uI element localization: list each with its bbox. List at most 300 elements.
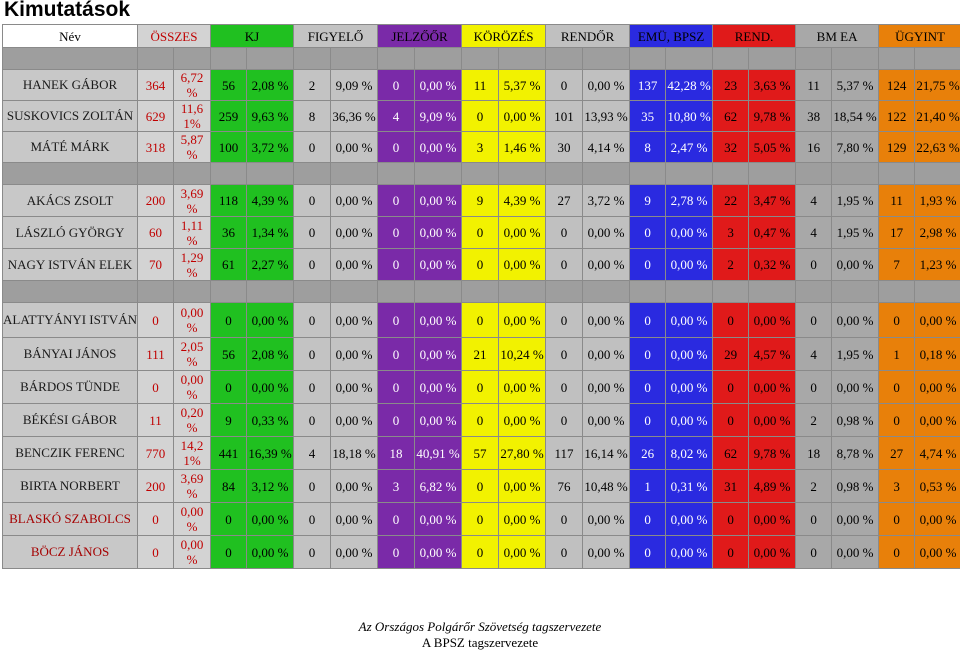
percent-korozes: 0,00 % (499, 536, 546, 569)
percent-bm-ea: 0,00 % (832, 371, 879, 404)
percent-emu-bpsz: 0,00 % (666, 371, 713, 404)
percent-kj: 0,00 % (247, 303, 294, 338)
percent-osszes: 5,87 % (174, 132, 211, 163)
header-korozes: KÖRÖZÉS (462, 25, 546, 48)
count-figyelo: 2 (294, 70, 331, 101)
percent-rendor: 0,00 % (583, 303, 630, 338)
header-bm-ea: BM EA (796, 25, 879, 48)
row-name: AKÁCS ZSOLT (3, 185, 138, 217)
count-kj: 0 (211, 503, 247, 536)
percent-bm-ea: 18,54 % (832, 101, 879, 132)
percent-ugyint: 2,98 % (915, 217, 960, 249)
count-ugyint: 0 (879, 371, 915, 404)
row-name: SUSKOVICS ZOLTÁN (3, 101, 138, 132)
separator-cell (583, 281, 630, 303)
count-bm-ea: 4 (796, 338, 832, 371)
statistics-table (2, 24, 960, 569)
percent-jelzoor: 0,00 % (415, 132, 462, 163)
count-bm-ea: 0 (796, 503, 832, 536)
separator-cell (138, 281, 174, 303)
table-row (3, 470, 960, 503)
count-jelzoor: 0 (378, 217, 415, 249)
percent-jelzoor: 0,00 % (415, 503, 462, 536)
count-rend: 32 (713, 132, 749, 163)
count-kj: 0 (211, 371, 247, 404)
count-rendor: 0 (546, 70, 583, 101)
percent-figyelo: 0,00 % (331, 185, 378, 217)
separator-cell (462, 163, 499, 185)
count-rend: 0 (713, 536, 749, 569)
percent-ugyint: 0,00 % (915, 303, 960, 338)
percent-emu-bpsz: 0,00 % (666, 249, 713, 281)
count-rendor: 0 (546, 536, 583, 569)
separator-cell (211, 163, 247, 185)
separator-cell (294, 163, 331, 185)
count-ugyint: 124 (879, 70, 915, 101)
percent-korozes: 1,46 % (499, 132, 546, 163)
percent-emu-bpsz: 8,02 % (666, 437, 713, 470)
count-emu-bpsz: 35 (630, 101, 666, 132)
separator-cell (331, 163, 378, 185)
row-name: BÁNYAI JÁNOS (3, 338, 138, 371)
count-ugyint: 0 (879, 503, 915, 536)
header-rend: REND. (713, 25, 796, 48)
count-korozes: 0 (462, 404, 499, 437)
count-rendor: 0 (546, 217, 583, 249)
separator-cell (713, 48, 749, 70)
count-bm-ea: 2 (796, 404, 832, 437)
percent-rend: 4,89 % (749, 470, 796, 503)
table-row (3, 536, 960, 569)
table-row (3, 303, 960, 338)
separator-cell (630, 48, 666, 70)
header-ugyint: ÜGYINT (879, 25, 960, 48)
count-rendor: 101 (546, 101, 583, 132)
count-korozes: 0 (462, 470, 499, 503)
separator-cell (796, 281, 832, 303)
percent-osszes: 3,69 % (174, 185, 211, 217)
count-korozes: 0 (462, 217, 499, 249)
row-name: BÉKÉSI GÁBOR (3, 404, 138, 437)
count-korozes: 0 (462, 536, 499, 569)
percent-jelzoor: 0,00 % (415, 185, 462, 217)
percent-korozes: 0,00 % (499, 404, 546, 437)
count-ugyint: 0 (879, 536, 915, 569)
count-osszes: 60 (138, 217, 174, 249)
percent-bm-ea: 0,00 % (832, 303, 879, 338)
percent-kj: 0,33 % (247, 404, 294, 437)
percent-figyelo: 0,00 % (331, 503, 378, 536)
header-row (3, 25, 960, 48)
percent-bm-ea: 0,98 % (832, 404, 879, 437)
percent-jelzoor: 0,00 % (415, 249, 462, 281)
separator-cell (3, 163, 138, 185)
count-emu-bpsz: 26 (630, 437, 666, 470)
row-name: BÖCZ JÁNOS (3, 536, 138, 569)
count-figyelo: 0 (294, 249, 331, 281)
count-korozes: 0 (462, 503, 499, 536)
count-rendor: 0 (546, 303, 583, 338)
percent-rendor: 0,00 % (583, 217, 630, 249)
separator-cell (3, 48, 138, 70)
percent-korozes: 10,24 % (499, 338, 546, 371)
count-ugyint: 7 (879, 249, 915, 281)
count-korozes: 21 (462, 338, 499, 371)
count-jelzoor: 0 (378, 70, 415, 101)
separator-cell (749, 48, 796, 70)
percent-rend: 0,00 % (749, 371, 796, 404)
percent-rend: 0,32 % (749, 249, 796, 281)
percent-kj: 3,12 % (247, 470, 294, 503)
row-name: MÁTÉ MÁRK (3, 132, 138, 163)
percent-osszes: 0,00 % (174, 536, 211, 569)
percent-bm-ea: 5,37 % (832, 70, 879, 101)
separator-cell (211, 48, 247, 70)
percent-rendor: 16,14 % (583, 437, 630, 470)
count-kj: 61 (211, 249, 247, 281)
count-ugyint: 27 (879, 437, 915, 470)
percent-rend: 9,78 % (749, 101, 796, 132)
table-row (3, 132, 960, 163)
percent-emu-bpsz: 2,78 % (666, 185, 713, 217)
percent-emu-bpsz: 0,31 % (666, 470, 713, 503)
count-jelzoor: 0 (378, 303, 415, 338)
percent-jelzoor: 0,00 % (415, 303, 462, 338)
count-rend: 62 (713, 437, 749, 470)
table-row (3, 185, 960, 217)
separator-cell (713, 163, 749, 185)
count-kj: 56 (211, 338, 247, 371)
percent-ugyint: 0,00 % (915, 536, 960, 569)
separator-cell (879, 48, 915, 70)
count-kj: 441 (211, 437, 247, 470)
percent-rend: 9,78 % (749, 437, 796, 470)
count-emu-bpsz: 9 (630, 185, 666, 217)
count-osszes: 200 (138, 470, 174, 503)
percent-bm-ea: 1,95 % (832, 217, 879, 249)
count-figyelo: 0 (294, 217, 331, 249)
count-emu-bpsz: 8 (630, 132, 666, 163)
count-bm-ea: 0 (796, 249, 832, 281)
count-figyelo: 0 (294, 470, 331, 503)
count-figyelo: 0 (294, 404, 331, 437)
separator-cell (378, 163, 415, 185)
percent-rend: 0,00 % (749, 503, 796, 536)
header-figyelo: FIGYELŐ (294, 25, 378, 48)
percent-rendor: 0,00 % (583, 536, 630, 569)
separator-cell (211, 281, 247, 303)
count-jelzoor: 0 (378, 249, 415, 281)
percent-korozes: 4,39 % (499, 185, 546, 217)
count-kj: 259 (211, 101, 247, 132)
percent-osszes: 1,11 % (174, 217, 211, 249)
percent-kj: 2,27 % (247, 249, 294, 281)
count-ugyint: 122 (879, 101, 915, 132)
percent-rend: 0,00 % (749, 404, 796, 437)
percent-rendor: 0,00 % (583, 338, 630, 371)
count-emu-bpsz: 1 (630, 470, 666, 503)
separator-cell (415, 163, 462, 185)
group-separator (3, 48, 960, 70)
count-kj: 100 (211, 132, 247, 163)
percent-rendor: 4,14 % (583, 132, 630, 163)
count-rendor: 27 (546, 185, 583, 217)
count-jelzoor: 0 (378, 338, 415, 371)
separator-cell (832, 281, 879, 303)
separator-cell (915, 48, 960, 70)
percent-ugyint: 0,53 % (915, 470, 960, 503)
count-rend: 2 (713, 249, 749, 281)
separator-cell (331, 281, 378, 303)
count-emu-bpsz: 0 (630, 249, 666, 281)
row-name: BIRTA NORBERT (3, 470, 138, 503)
percent-rendor: 10,48 % (583, 470, 630, 503)
count-korozes: 9 (462, 185, 499, 217)
count-rendor: 0 (546, 249, 583, 281)
count-korozes: 0 (462, 101, 499, 132)
row-name: BÁRDOS TÜNDE (3, 371, 138, 404)
count-emu-bpsz: 0 (630, 404, 666, 437)
table-body (3, 48, 960, 569)
count-kj: 9 (211, 404, 247, 437)
separator-cell (462, 48, 499, 70)
percent-kj: 2,08 % (247, 70, 294, 101)
count-osszes: 0 (138, 371, 174, 404)
footer-line-1: Az Országos Polgárőr Szövetség tagszervezete (358, 619, 602, 634)
percent-korozes: 0,00 % (499, 303, 546, 338)
count-rend: 3 (713, 217, 749, 249)
count-kj: 0 (211, 303, 247, 338)
percent-ugyint: 0,00 % (915, 404, 960, 437)
count-rend: 0 (713, 503, 749, 536)
count-osszes: 364 (138, 70, 174, 101)
percent-emu-bpsz: 42,28 % (666, 70, 713, 101)
percent-osszes: 3,69 % (174, 470, 211, 503)
count-figyelo: 0 (294, 371, 331, 404)
separator-cell (546, 48, 583, 70)
page-title: Kimutatások (4, 0, 131, 21)
separator-cell (546, 163, 583, 185)
count-korozes: 0 (462, 249, 499, 281)
separator-cell (583, 163, 630, 185)
percent-rendor: 0,00 % (583, 404, 630, 437)
count-jelzoor: 0 (378, 404, 415, 437)
row-name: LÁSZLÓ GYÖRGY (3, 217, 138, 249)
percent-kj: 1,34 % (247, 217, 294, 249)
table-row (3, 503, 960, 536)
separator-cell (796, 163, 832, 185)
percent-jelzoor: 0,00 % (415, 536, 462, 569)
count-rend: 0 (713, 303, 749, 338)
count-bm-ea: 0 (796, 371, 832, 404)
count-osszes: 629 (138, 101, 174, 132)
separator-cell (415, 281, 462, 303)
separator-cell (247, 48, 294, 70)
percent-bm-ea: 1,95 % (832, 185, 879, 217)
count-rend: 23 (713, 70, 749, 101)
percent-bm-ea: 1,95 % (832, 338, 879, 371)
count-osszes: 318 (138, 132, 174, 163)
percent-jelzoor: 0,00 % (415, 70, 462, 101)
percent-emu-bpsz: 0,00 % (666, 503, 713, 536)
separator-cell (666, 281, 713, 303)
percent-jelzoor: 0,00 % (415, 217, 462, 249)
table-row (3, 404, 960, 437)
percent-osszes: 11,6 1% (174, 101, 211, 132)
percent-emu-bpsz: 0,00 % (666, 217, 713, 249)
row-name: BLASKÓ SZABOLCS (3, 503, 138, 536)
percent-jelzoor: 9,09 % (415, 101, 462, 132)
percent-rend: 3,63 % (749, 70, 796, 101)
percent-rend: 3,47 % (749, 185, 796, 217)
count-jelzoor: 0 (378, 503, 415, 536)
percent-ugyint: 0,00 % (915, 503, 960, 536)
percent-figyelo: 0,00 % (331, 132, 378, 163)
header-jelzoor: JELZŐŐR (378, 25, 462, 48)
count-jelzoor: 0 (378, 536, 415, 569)
count-bm-ea: 0 (796, 303, 832, 338)
percent-rendor: 0,00 % (583, 249, 630, 281)
percent-kj: 9,63 % (247, 101, 294, 132)
percent-kj: 3,72 % (247, 132, 294, 163)
count-osszes: 0 (138, 536, 174, 569)
percent-osszes: 0,00 % (174, 371, 211, 404)
separator-cell (415, 48, 462, 70)
separator-cell (294, 281, 331, 303)
percent-rend: 4,57 % (749, 338, 796, 371)
percent-figyelo: 9,09 % (331, 70, 378, 101)
count-rend: 0 (713, 404, 749, 437)
percent-ugyint: 1,23 % (915, 249, 960, 281)
count-figyelo: 0 (294, 132, 331, 163)
percent-ugyint: 1,93 % (915, 185, 960, 217)
count-kj: 56 (211, 70, 247, 101)
count-bm-ea: 38 (796, 101, 832, 132)
count-emu-bpsz: 0 (630, 371, 666, 404)
percent-figyelo: 0,00 % (331, 249, 378, 281)
percent-korozes: 27,80 % (499, 437, 546, 470)
percent-figyelo: 0,00 % (331, 303, 378, 338)
separator-cell (832, 48, 879, 70)
count-osszes: 0 (138, 303, 174, 338)
percent-figyelo: 36,36 % (331, 101, 378, 132)
count-bm-ea: 18 (796, 437, 832, 470)
percent-korozes: 0,00 % (499, 101, 546, 132)
percent-emu-bpsz: 0,00 % (666, 303, 713, 338)
separator-cell (247, 281, 294, 303)
count-ugyint: 129 (879, 132, 915, 163)
count-bm-ea: 11 (796, 70, 832, 101)
count-korozes: 0 (462, 303, 499, 338)
count-rendor: 30 (546, 132, 583, 163)
count-rendor: 117 (546, 437, 583, 470)
separator-cell (462, 281, 499, 303)
separator-cell (3, 281, 138, 303)
percent-kj: 16,39 % (247, 437, 294, 470)
separator-cell (331, 48, 378, 70)
percent-korozes: 0,00 % (499, 503, 546, 536)
percent-rend: 0,00 % (749, 303, 796, 338)
header-nev: Név (3, 25, 138, 48)
percent-kj: 0,00 % (247, 371, 294, 404)
percent-ugyint: 22,63 % (915, 132, 960, 163)
percent-korozes: 0,00 % (499, 371, 546, 404)
count-kj: 0 (211, 536, 247, 569)
percent-osszes: 0,00 % (174, 303, 211, 338)
separator-cell (138, 163, 174, 185)
table-row (3, 338, 960, 371)
percent-kj: 4,39 % (247, 185, 294, 217)
count-bm-ea: 16 (796, 132, 832, 163)
count-osszes: 70 (138, 249, 174, 281)
percent-emu-bpsz: 10,80 % (666, 101, 713, 132)
separator-cell (832, 163, 879, 185)
separator-cell (499, 48, 546, 70)
table-row (3, 437, 960, 470)
count-rendor: 0 (546, 371, 583, 404)
percent-bm-ea: 0,98 % (832, 470, 879, 503)
count-figyelo: 0 (294, 303, 331, 338)
count-rend: 22 (713, 185, 749, 217)
table-row (3, 70, 960, 101)
count-bm-ea: 2 (796, 470, 832, 503)
count-korozes: 11 (462, 70, 499, 101)
table-row (3, 101, 960, 132)
count-rendor: 0 (546, 404, 583, 437)
percent-figyelo: 18,18 % (331, 437, 378, 470)
row-name: HANEK GÁBOR (3, 70, 138, 101)
percent-kj: 2,08 % (247, 338, 294, 371)
count-osszes: 200 (138, 185, 174, 217)
percent-bm-ea: 8,78 % (832, 437, 879, 470)
count-figyelo: 4 (294, 437, 331, 470)
count-emu-bpsz: 137 (630, 70, 666, 101)
count-figyelo: 0 (294, 536, 331, 569)
count-figyelo: 8 (294, 101, 331, 132)
percent-emu-bpsz: 0,00 % (666, 338, 713, 371)
separator-cell (749, 281, 796, 303)
separator-cell (915, 163, 960, 185)
percent-ugyint: 21,75 % (915, 70, 960, 101)
percent-bm-ea: 0,00 % (832, 249, 879, 281)
count-ugyint: 3 (879, 470, 915, 503)
percent-figyelo: 0,00 % (331, 217, 378, 249)
count-emu-bpsz: 0 (630, 217, 666, 249)
percent-jelzoor: 0,00 % (415, 404, 462, 437)
table-row (3, 249, 960, 281)
count-emu-bpsz: 0 (630, 536, 666, 569)
count-ugyint: 11 (879, 185, 915, 217)
count-osszes: 111 (138, 338, 174, 371)
percent-ugyint: 0,00 % (915, 371, 960, 404)
count-rendor: 76 (546, 470, 583, 503)
count-osszes: 11 (138, 404, 174, 437)
percent-bm-ea: 0,00 % (832, 536, 879, 569)
separator-cell (666, 48, 713, 70)
header-emu-bpsz: EMÜ, BPSZ (630, 25, 713, 48)
count-rendor: 0 (546, 338, 583, 371)
percent-rendor: 0,00 % (583, 371, 630, 404)
separator-cell (713, 281, 749, 303)
row-name: BENCZIK FERENC (3, 437, 138, 470)
percent-kj: 0,00 % (247, 536, 294, 569)
percent-osszes: 14,2 1% (174, 437, 211, 470)
count-korozes: 57 (462, 437, 499, 470)
percent-bm-ea: 0,00 % (832, 503, 879, 536)
count-emu-bpsz: 0 (630, 338, 666, 371)
percent-korozes: 0,00 % (499, 217, 546, 249)
header-rendor: RENDŐR (546, 25, 630, 48)
